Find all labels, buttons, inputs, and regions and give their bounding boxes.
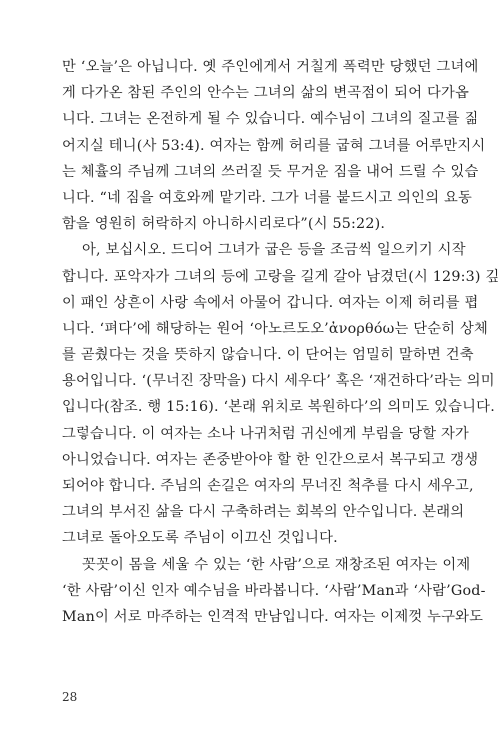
- text-line: 꼿꼿이 몸을 세울 수 있는 ‘한 사람’으로 재창조된 여자는 이제: [82, 556, 471, 573]
- text-line: 되어야 합니다. 주님의 손길은 여자의 무너진 척추를 다시 세우고,: [62, 478, 474, 494]
- text-line: 를 곧췄다는 것을 뜻하지 않습니다. 이 단어는 엄밀히 말하면 건축: [62, 347, 474, 364]
- text-line: 입니다(참조. 행 15:16). ‘본래 위치로 복원하다’의 의미도 있습니다.: [62, 399, 495, 416]
- text-line: 함을 영원히 허락하지 아니하시리로다”(시 55:22).: [62, 216, 386, 233]
- text-line: 만 ‘오늘’은 아닙니다. 옛 주인에게서 거칠게 폭력만 당했던 그녀에: [62, 59, 479, 75]
- text-line: 그녀의 부서진 삶을 다시 구축하려는 회복의 안수입니다. 본래의: [62, 504, 465, 521]
- text-line: 는 체휼의 주님께 그녀의 쓰러질 듯 무거운 짐을 내어 드릴 수 있습: [62, 163, 479, 180]
- text-line: ‘한 사람’이신 인자 예수님을 바라봅니다. ‘사람’Man과 ‘사람’God-: [62, 582, 486, 599]
- text-line: 게 다가온 참된 주인의 안수는 그녀의 삶의 변곡점이 되어 다가옵: [62, 85, 469, 102]
- text-line: 합니다. 포악자가 그녀의 등에 고랑을 길게 갈아 남겼던(시 129:3) 깊: [62, 268, 500, 285]
- text-line: 니다. ‘펴다’에 해당하는 원어 ‘아노르도오’ἀνορθόω는 단순히 상체: [62, 320, 489, 337]
- text-line: 어지실 테니(사 53:4). 여자는 함께 허리를 굽혀 그녀를 어루만지시: [62, 137, 486, 154]
- text-line: 그녀로 돌아오도록 주님이 이끄신 것입니다.: [62, 530, 338, 547]
- page-number: 28: [62, 690, 78, 704]
- text-line: 그렇습니다. 이 여자는 소나 나귀처럼 귀신에게 부림을 당할 자가: [62, 425, 469, 442]
- text-line: 니다. 그녀는 온전하게 될 수 있습니다. 예수님이 그녀의 질고를 짊: [62, 111, 479, 128]
- text-line: 아, 보십시오. 드디어 그녀가 굽은 등을 조금씩 일으키기 시작: [82, 242, 466, 259]
- text-line: 용어입니다. ‘(무너진 장막을) 다시 세우다’ 혹은 ‘재건하다’라는 의미: [62, 373, 495, 390]
- text-line: 이 패인 상흔이 사랑 속에서 아물어 갑니다. 여자는 이제 허리를 폅: [62, 294, 479, 311]
- text-line: Man이 서로 마주하는 인격적 만남입니다. 여자는 이제껏 누구와도: [62, 608, 484, 625]
- text-line: 니다. “네 짐을 여호와께 맡기라. 그가 너를 붙드시고 의인의 요동: [62, 189, 472, 206]
- body-text: [62, 54, 500, 630]
- text-line: 아니었습니다. 여자는 존중받아야 할 한 인간으로서 복구되고 갱생: [62, 451, 479, 468]
